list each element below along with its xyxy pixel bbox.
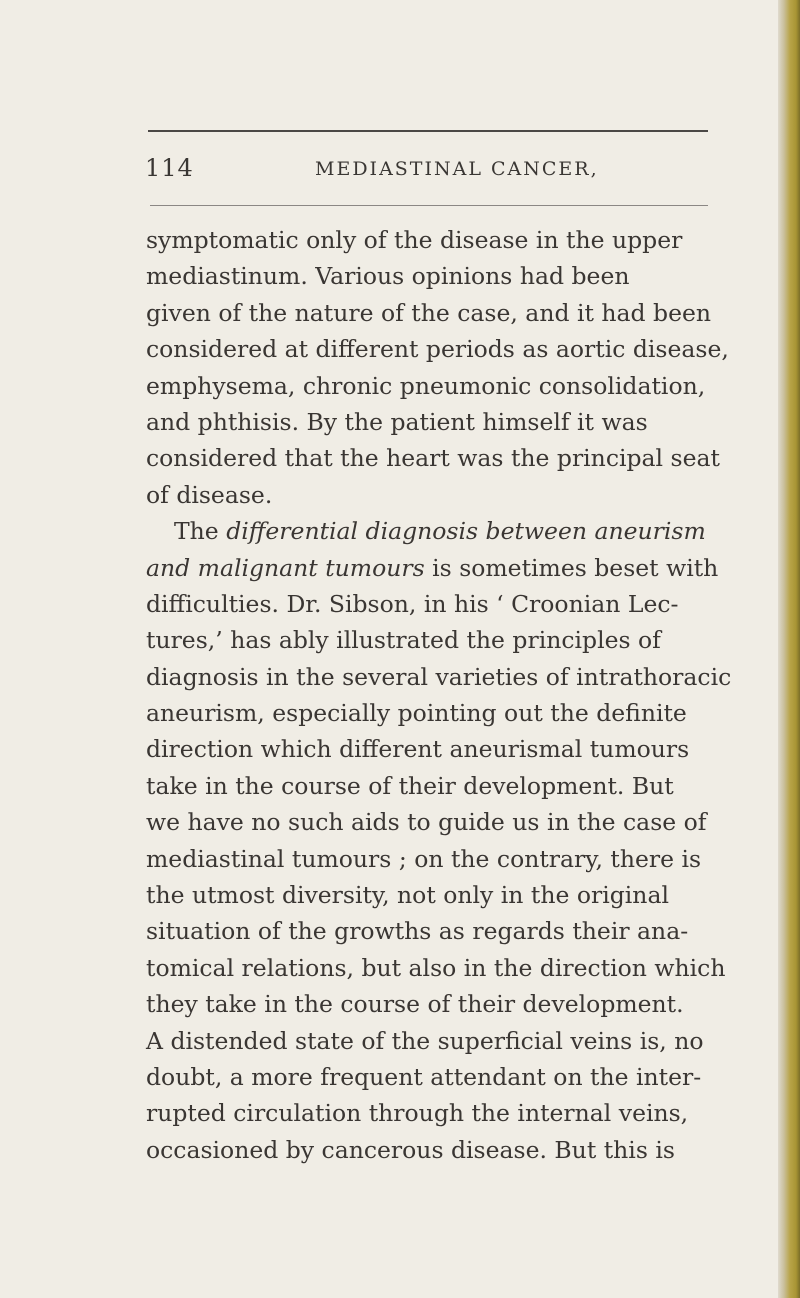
text-line: difficulties. Dr. Sibson, in his ‘ Croonian Lec- [146, 589, 679, 618]
italic-term: differential diagnosis between aneurism [226, 517, 706, 546]
text-line: mediastinal tumours ; on the contrary, there is [146, 844, 702, 873]
page-edge-shadow [778, 0, 800, 1298]
text-line: we have no such aids to guide us in the case of [146, 808, 707, 837]
text-line: symptomatic only of the disease in the upper [146, 226, 683, 254]
text-line: mediastinum. Various opinions had been [146, 262, 630, 291]
text-line: A distended state of the superficial veins is, no [146, 1026, 704, 1055]
text-line [146, 513, 736, 549]
text-line: doubt, a more frequent attendant on the inter- [146, 1062, 702, 1091]
text-line: situation of the growths as regards their ana- [146, 917, 689, 946]
body-text [146, 222, 736, 1168]
text-span: is sometimes beset with [424, 553, 719, 582]
text-line: the utmost diversity, not only in the original [146, 881, 669, 910]
running-head [145, 150, 705, 190]
text-line: tures,’ has ably illustrated the principles of [146, 626, 661, 655]
running-title: MEDIASTINAL CANCER, [315, 158, 599, 180]
text-line: take in the course of their development. But [146, 771, 674, 800]
text-line: and phthisis. By the patient himself it was [146, 407, 648, 436]
page-number: 114 [145, 154, 194, 182]
text-line: direction which different aneurismal tumours [146, 735, 690, 764]
text-line: emphysema, chronic pneumonic consolidation, [146, 371, 706, 400]
text-line: diagnosis in the several varieties of intrathoracic [146, 662, 732, 691]
italic-term: and malignant tumours [146, 553, 425, 582]
text-line: considered at different periods as aortic disease, [146, 335, 729, 364]
header-rule-top [148, 130, 708, 132]
text-line [146, 550, 736, 586]
header-rule-bottom [150, 205, 708, 206]
text-line: they take in the course of their development. [146, 990, 684, 1019]
text-line: rupted circulation through the internal veins, [146, 1099, 689, 1128]
text-line: considered that the heart was the principal seat [146, 444, 720, 473]
text-line: occasioned by cancerous disease. But this is [146, 1135, 675, 1164]
text-line: given of the nature of the case, and it had been [146, 298, 712, 327]
text-line: of disease. [146, 480, 273, 509]
text-line: aneurism, especially pointing out the definite [146, 699, 687, 728]
text-line: tomical relations, but also in the direction which [146, 953, 726, 982]
text-span: The [174, 517, 227, 546]
